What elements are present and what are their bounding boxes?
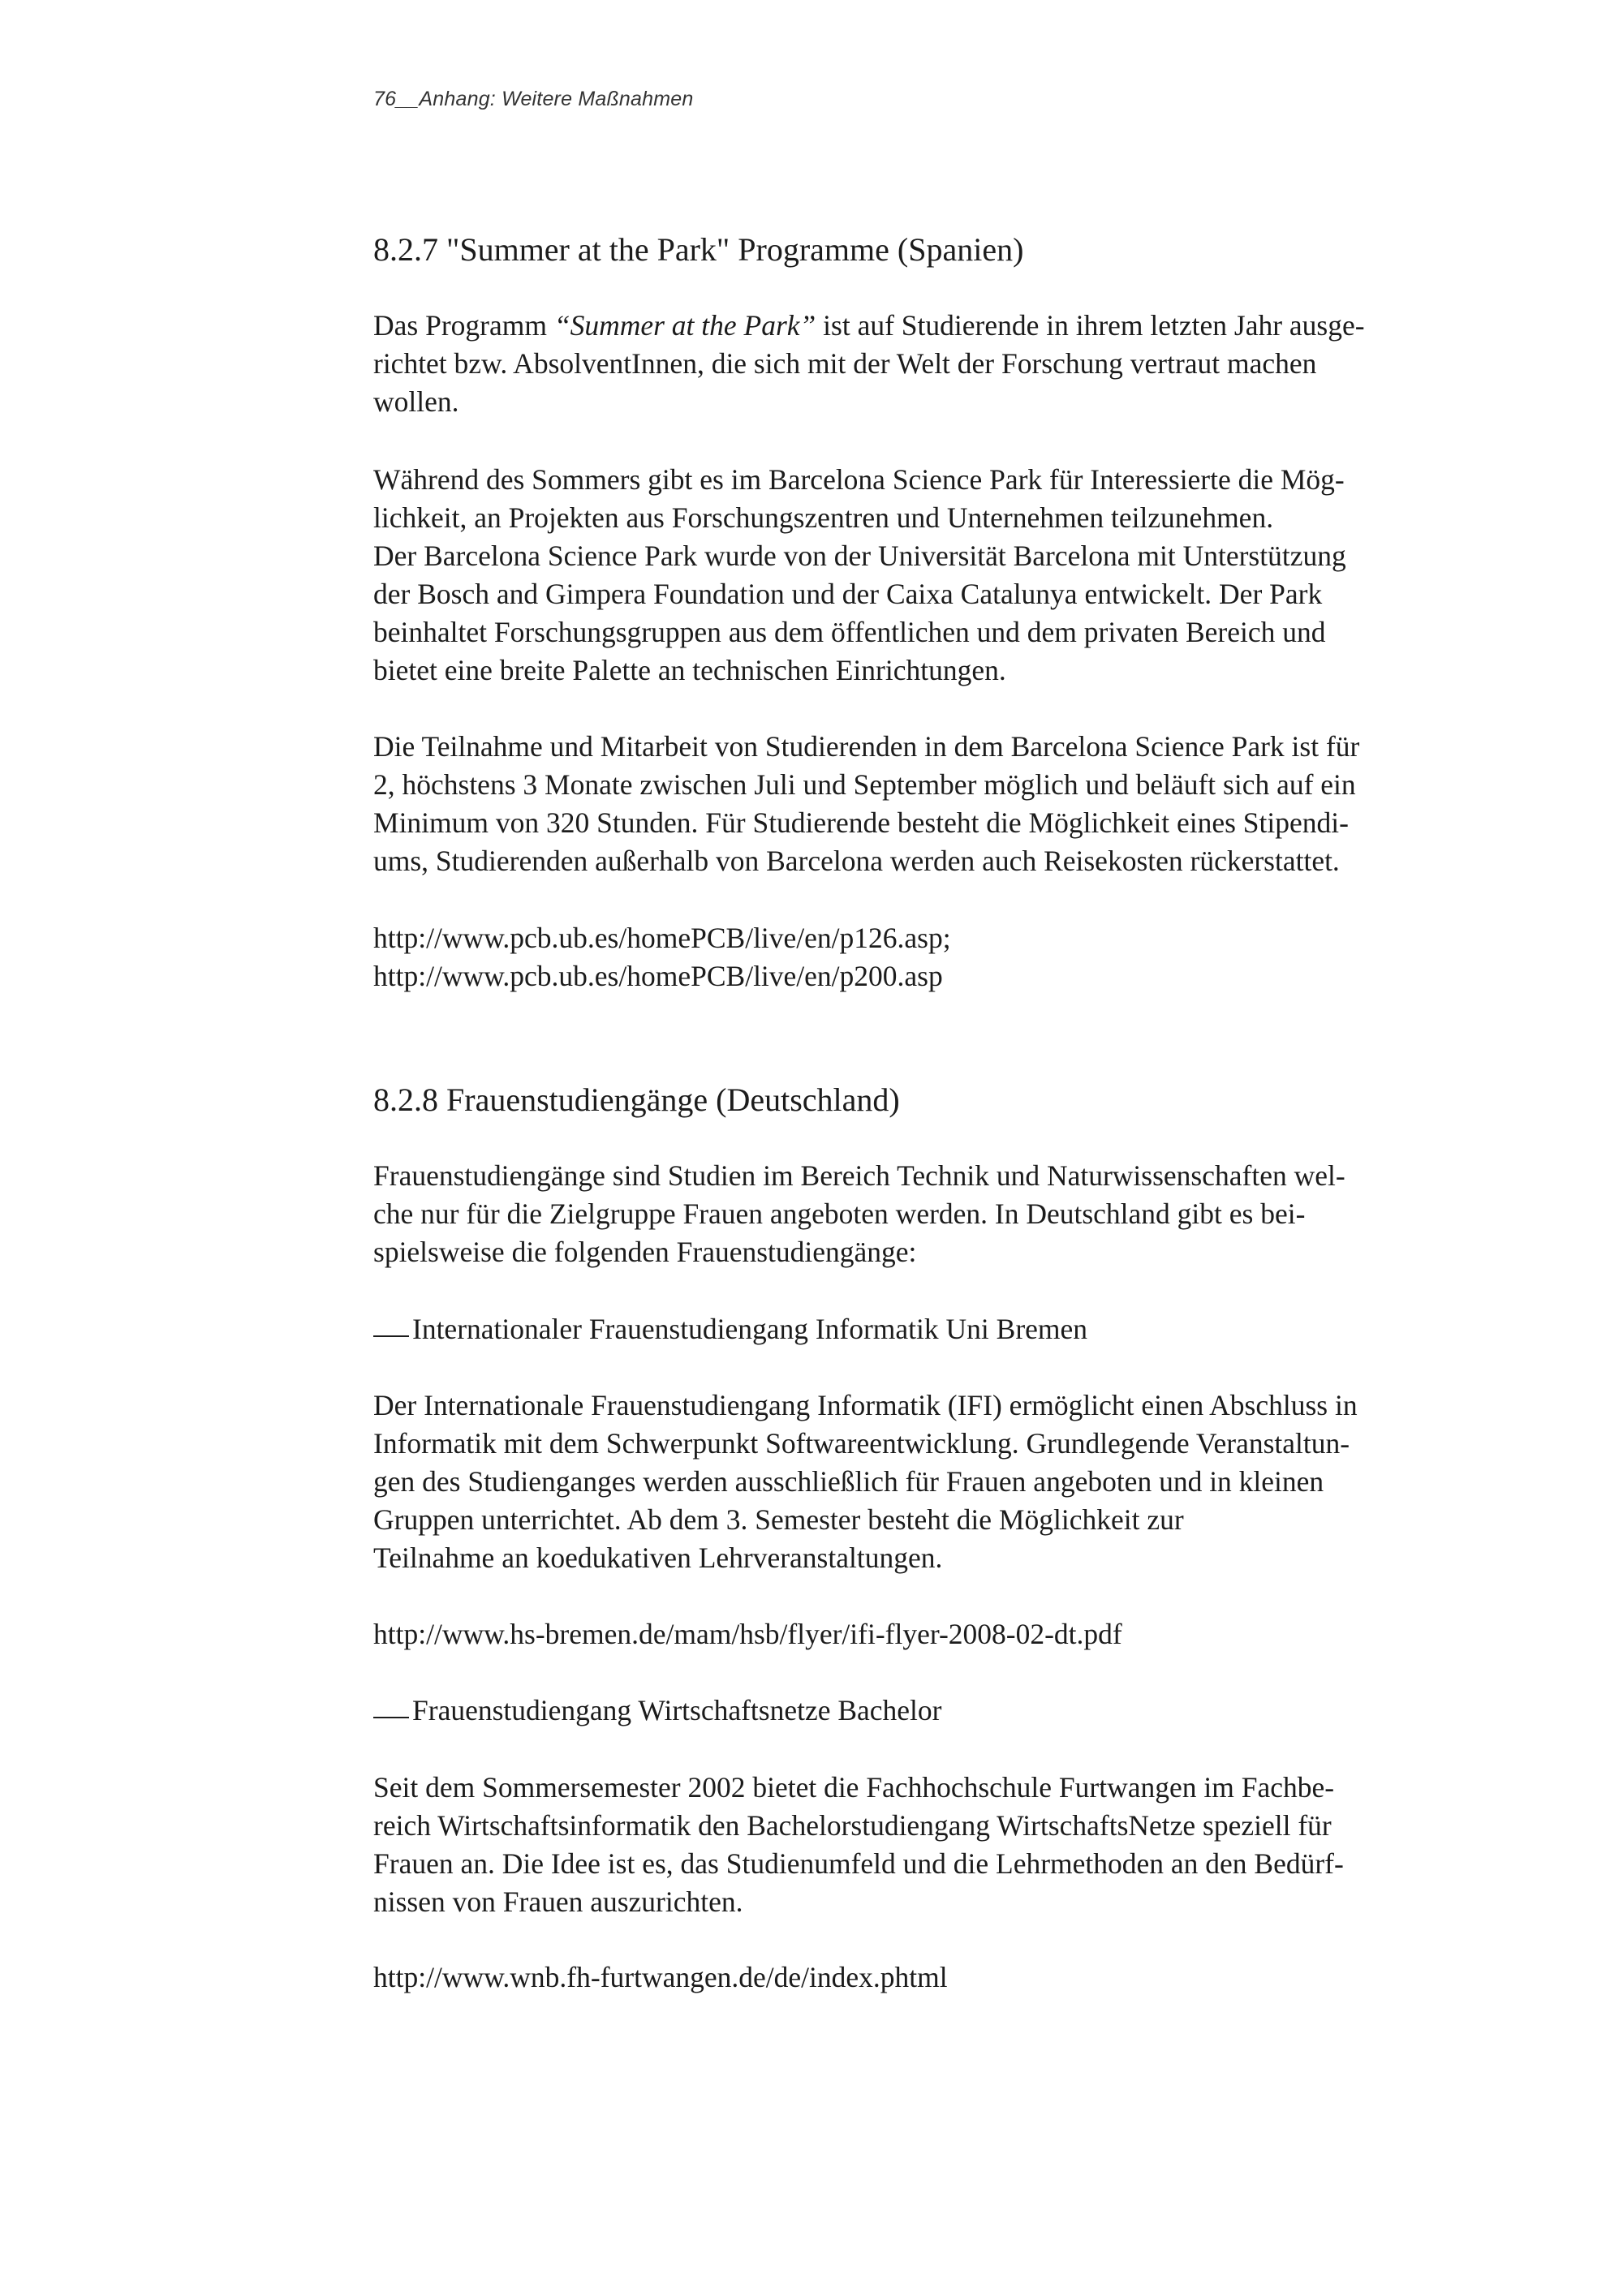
link-ifi-flyer[interactable]: http://www.hs-bremen.de/mam/hsb/flyer/ifi-flyer-2008-02-dt.pdf xyxy=(373,1618,1122,1650)
paragraph-line: Minimum von 320 Stunden. Für Studierende besteht die Möglichkeit eines Stipendi- xyxy=(373,806,1349,839)
list-item-line xyxy=(373,1692,941,1730)
paragraph-line: reich Wirtschaftsinformatik den Bachelorstudiengang WirtschaftsNetze speziell für xyxy=(373,1809,1332,1842)
paragraph-line: beinhaltet Forschungsgruppen aus dem öffentlichen und dem privaten Bereich und xyxy=(373,616,1326,648)
paragraph-line: Gruppen unterrichtet. Ab dem 3. Semester besteht die Möglichkeit zur xyxy=(373,1503,1184,1536)
paragraph-line: Informatik mit dem Schwerpunkt Softwareentwicklung. Grundlegende Veranstaltun- xyxy=(373,1427,1350,1460)
list-item-title: Frauenstudiengang Wirtschaftsnetze Bachelor xyxy=(412,1694,942,1726)
paragraph-wirtschaftsnetze xyxy=(373,1769,1344,1921)
paragraph-summer-intro xyxy=(373,307,1365,421)
running-head: 76__Anhang: Weitere Maßnahmen xyxy=(373,88,694,110)
link-wnb[interactable]: http://www.wnb.fh-furtwangen.de/de/index.phtml xyxy=(373,1961,948,1993)
programme-title: “Summer at the Park” xyxy=(553,309,816,342)
paragraph-line: der Bosch and Gimpera Foundation und der Caixa Catalunya entwickelt. Der Park xyxy=(373,578,1323,610)
paragraph-science-park xyxy=(373,461,1346,690)
paragraph-line: Die Teilnahme und Mitarbeit von Studierenden in dem Barcelona Science Park ist für xyxy=(373,730,1360,763)
paragraph-line: ums, Studierenden außerhalb von Barcelona werden auch Reisekosten rückerstattet. xyxy=(373,845,1340,877)
paragraph-frauenstudiengaenge-intro xyxy=(373,1157,1345,1271)
list-item-line xyxy=(373,1310,1087,1348)
link-pcb-p200[interactable]: http://www.pcb.ub.es/homePCB/live/en/p200.asp xyxy=(373,960,943,992)
section-heading-8-2-8: 8.2.8 Frauenstudiengänge (Deutschland) xyxy=(373,1081,900,1118)
list-item-furtwangen-title xyxy=(373,1692,941,1730)
paragraph-line: Der Internationale Frauenstudiengang Informatik (IFI) ermöglicht einen Abschluss in xyxy=(373,1389,1358,1421)
paragraph-line: wollen. xyxy=(373,385,459,418)
links-pcb xyxy=(373,919,951,995)
paragraph-line: bietet eine breite Palette an technischen Einrichtungen. xyxy=(373,654,1006,686)
paragraph-line xyxy=(373,307,1365,345)
text-run: Das Programm xyxy=(373,309,554,342)
paragraph-line: richtet bzw. AbsolventInnen, die sich mit der Welt der Forschung vertraut machen xyxy=(373,347,1317,380)
text-run: ist auf Studierende in ihrem letzten Jahr ausge- xyxy=(816,309,1365,342)
paragraph-line: gen des Studienganges werden ausschließlich für Frauen angeboten und in kleinen xyxy=(373,1465,1324,1498)
paragraph-line: nissen von Frauen auszurichten. xyxy=(373,1885,743,1918)
paragraph-line: Der Barcelona Science Park wurde von der Universität Barcelona mit Unterstützung xyxy=(373,540,1346,572)
paragraph-ifi xyxy=(373,1387,1358,1577)
paragraph-line: spielsweise die folgenden Frauenstudiengänge: xyxy=(373,1236,917,1268)
paragraph-line: che nur für die Zielgruppe Frauen angeboten werden. In Deutschland gibt es bei- xyxy=(373,1197,1306,1230)
paragraph-line: Seit dem Sommersemester 2002 bietet die Fachhochschule Furtwangen im Fachbe- xyxy=(373,1771,1335,1804)
dash-bullet-icon xyxy=(373,1692,409,1718)
paragraph-line: Frauenstudiengänge sind Studien im Bereich Technik und Naturwissenschaften wel- xyxy=(373,1159,1345,1192)
paragraph-participation xyxy=(373,728,1359,880)
paragraph-line: 2, höchstens 3 Monate zwischen Juli und September möglich und beläuft sich auf ein xyxy=(373,768,1356,801)
paragraph-line: Während des Sommers gibt es im Barcelona Science Park für Interessierte die Mög- xyxy=(373,463,1345,496)
link-pcb-p126[interactable]: http://www.pcb.ub.es/homePCB/live/en/p126.asp; xyxy=(373,922,951,954)
paragraph-line: Teilnahme an koedukativen Lehrveranstaltungen. xyxy=(373,1541,943,1574)
list-item-title: Internationaler Frauenstudiengang Informatik Uni Bremen xyxy=(412,1313,1088,1345)
paragraph-line: lichkeit, an Projekten aus Forschungszentren und Unternehmen teilzunehmen. xyxy=(373,501,1274,534)
section-heading-8-2-7: 8.2.7 "Summer at the Park" Programme (Spanien) xyxy=(373,231,1024,268)
list-item-bremen-title xyxy=(373,1310,1087,1348)
dash-bullet-icon xyxy=(373,1311,409,1337)
paragraph-line: Frauen an. Die Idee ist es, das Studienumfeld und die Lehrmethoden an den Bedürf- xyxy=(373,1847,1344,1880)
